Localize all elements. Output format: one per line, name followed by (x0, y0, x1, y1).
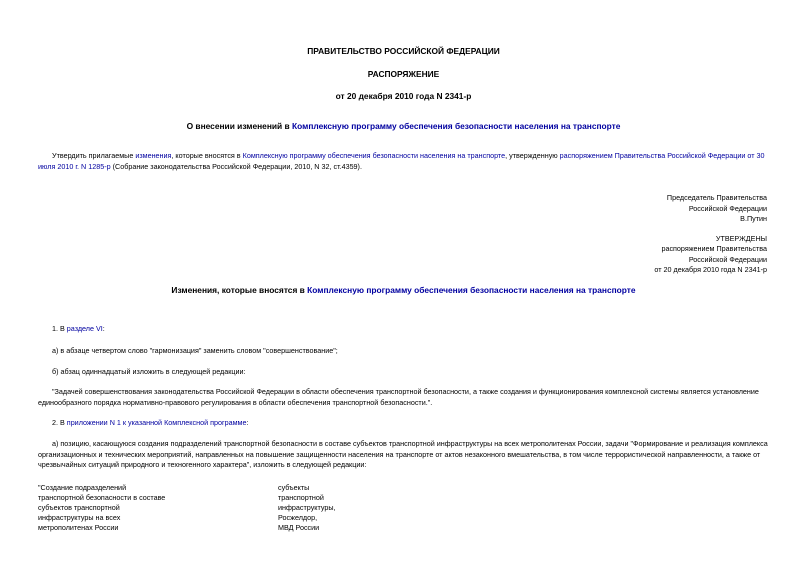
table-left-cell-line: "Создание подразделений (38, 483, 127, 492)
table-right-cell-line: МВД России (278, 523, 320, 532)
intro-text-3: , утвержденную (505, 151, 560, 160)
quote-line-2: единообразного порядка нормативно-правового регулирования в области обеспечения транспортной безопасности.". (38, 398, 433, 407)
table-right-cell-line: транспортной (278, 493, 324, 502)
item-2a-line-1: а) позицию, касающуюся создания подразделений транспортной безопасности в составе субъектов транспортной инфраструктуры на всех метрополитенах России, задачи "Формирование и реализация комплекса (52, 439, 768, 448)
intro-line-1 (52, 152, 764, 159)
intro-text-4: (Собрание законодательства Российской Федерации, 2010, N 32, ст.4359). (110, 162, 362, 171)
government-heading: ПРАВИТЕЛЬСТВО РОССИЙСКОЙ ФЕДЕРАЦИИ (307, 46, 500, 56)
quote-line-1: "Задачей совершенствования законодательства Российской Федерации в области обеспечения транспортной безопасности, а также создания и функционирования комплексной системы является установление (52, 387, 759, 396)
table-left-cell-line: субъектов транспортной (38, 503, 120, 512)
item-1b: б) абзац одиннадцатый изложить в следующей редакции: (52, 367, 246, 376)
changes-link[interactable]: изменения (135, 151, 172, 160)
approved-line-3: Российской Федерации (688, 255, 767, 264)
intro-text-2: , которые вносятся в (171, 151, 243, 160)
changes-title-program-link[interactable]: Комплексную программу обеспечения безопасности населения на транспорте (307, 285, 636, 295)
document-date: от 20 декабря 2010 года N 2341-р (335, 91, 472, 101)
table-right-cell-line: инфраструктуры, (278, 503, 336, 512)
item-1a: а) в абзаце четвертом слово "гармонизация" заменить словом "совершенствование"; (52, 346, 338, 355)
item-2a-line-3: чрезвычайных ситуаций природного и техногенного характера", изложить в следующей редакции: (38, 460, 367, 469)
table-left-cell-line: метрополитенах России (38, 523, 119, 532)
intro-line-2 (38, 163, 362, 170)
appendix-link[interactable]: приложении N 1 к указанной Комплексной программе (66, 418, 247, 427)
signature-line-2: Российской Федерации (688, 204, 767, 213)
item-1-prefix: 1. В (52, 324, 67, 333)
approved-line-1: УТВЕРЖДЕНЫ (715, 234, 767, 243)
signature-line-1: Председатель Правительства (666, 193, 767, 202)
decree-link-part1[interactable]: распоряжением Правительства Российской Федерации от 30 (559, 151, 765, 160)
signature-name: В.Путин (740, 214, 767, 223)
item-2a-line-2: организационных и технических мероприятий, направленных на повышение защищенности населения на транспорте от актов незаконного вмешательства, в том числе террористической направленности, а также от (38, 450, 761, 459)
item-1-suffix: : (102, 324, 105, 333)
approved-line-4: от 20 декабря 2010 года N 2341-р (654, 265, 767, 274)
table-left-cell-line: транспортной безопасности в составе (38, 493, 166, 502)
item-2-prefix: 2. В (52, 418, 67, 427)
item-2 (52, 419, 248, 426)
table-right-cell-line: субъекты (278, 483, 310, 492)
document-type: РАСПОРЯЖЕНИЕ (367, 69, 440, 79)
program-link[interactable]: Комплексную программу обеспечения безопасности населения на транспорте (242, 151, 506, 160)
intro-text-1: Утвердить прилагаемые (52, 151, 136, 160)
item-1 (52, 325, 105, 332)
document-title (0, 122, 807, 130)
title-prefix: О внесении изменений в (186, 121, 293, 131)
item-2-suffix: : (246, 418, 249, 427)
changes-title-prefix: Изменения, которые вносятся в (171, 285, 308, 295)
table-right-cell-line: Росжелдор, (278, 513, 318, 522)
approved-line-2: распоряжением Правительства (661, 244, 767, 253)
table-left-cell-line: инфраструктуры на всех (38, 513, 121, 522)
decree-link-part2[interactable]: июля 2010 г. N 1285-р (38, 162, 111, 171)
title-program-link[interactable]: Комплексную программу обеспечения безопасности населения на транспорте (292, 121, 621, 131)
section-vi-link[interactable]: разделе VI (66, 324, 103, 333)
changes-title (0, 286, 807, 294)
